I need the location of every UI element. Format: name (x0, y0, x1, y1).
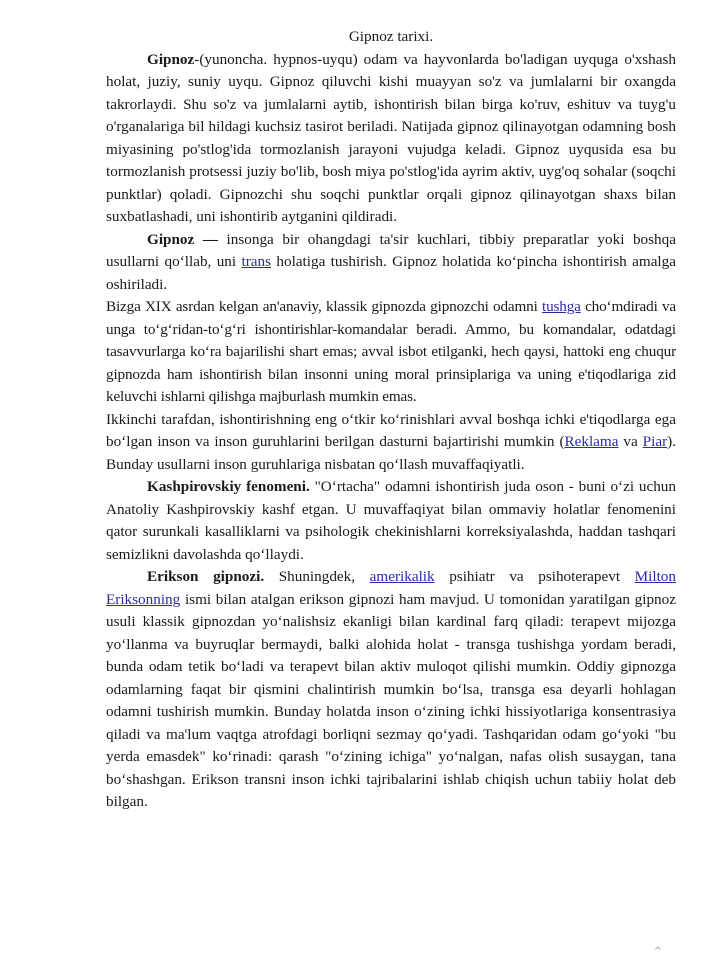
link-piar[interactable]: Piar (642, 433, 668, 450)
link-reklama[interactable]: Reklama (564, 433, 619, 450)
paragraph-text: psihiatr va psihoterapevt (434, 568, 635, 585)
link-milton-erikson[interactable]: Milton Eriksonning (106, 568, 676, 608)
term-gipnoz-dash: Gipnoz — (147, 230, 218, 248)
paragraph-text: holatiga tushirish. Gipnoz holatida ko‘pincha ishontirish amalga oshiriladi. (106, 253, 676, 293)
heading-erikson: Erikson gipnozi. (147, 568, 265, 585)
paragraph-text: cho‘mdiradi va unga to‘g‘ridan-to‘g‘ri ishontirishlar-komandalar beradi. Ammo, bu komandalar, odatdagi tasavvurlarga ko‘ra bajarilishi shart emas; avval isbot etilganki, hech qaysi, hattoki eng chuqur gipnozda ham ishontirish bilan insonni uning moral prinsiplariga va uning e'tiqodlariga zid keluvchi ishlarni qilishga majburlash mumkin emas. (106, 298, 676, 405)
scroll-up-icon[interactable]: ^ (653, 946, 662, 957)
paragraph-text: Shuningdek, (264, 568, 370, 585)
link-amerikalik[interactable]: amerikalik (369, 568, 435, 585)
paragraph-gipnoz-definition (106, 49, 676, 229)
paragraph-kashpirovskiy (106, 476, 676, 566)
term-gipnoz: Gipnoz (147, 50, 195, 68)
paragraph-ishontirish (106, 409, 676, 477)
paragraph-text: -(yunoncha. hypnos-uyqu) odam va hayvonlarda bo'ladigan uyquga o'xshash holat, juziy, suniy uyqu. Gipnoz qiluvchi kishi muayyan so'z va jumlalarni bir oxangda takrorlaydi. Shu so'z va jumlalarni aytib, ishontirish bilan birga ko'ruv, eshituv va tuyg'u o'rganalariga bil hildagi kuchsiz tasirot beriladi. Natijada gipnoz qilinayotgan odamning bosh miyasining po'stlog'ida tormozlanish jarayoni vujudga keladi. Gipnoz uyqusida esa bu tormozlanish protsessi juziy bo'lib, bosh miya po'stlog'ida ayrim aktiv, uyg'oq sohalar (soqchi punktlar) qoladi. Gipnozchi shu soqchi punktlar orqali gipnoz qilinayotgan shaxs bilan suxbatlashadi, uni ishontirib aytganini qildiradi. (106, 50, 676, 225)
paragraph-text: ). Bunday usullarni inson guruhlariga nisbatan qo‘llash muvaffaqiyatli. (106, 433, 676, 473)
document-title: Gipnoz tarixi. (348, 28, 434, 45)
paragraph-text: ismi bilan atalgan erikson gipnozi ham mavjud. U tomonidan yaratilgan gipnoz usuli klassik gipnozdan yo‘nalishsiz ekanligi bilan kardinal farq qiladi: terapevt mijozga yo‘llanma va buyruqlar bermaydi, balki alohida holat - transga tushishga yordam beradi, bunda odam tetik bo‘ladi va terapevt bilan aktiv muloqot qilishi mumkin. Oddiy gipnozga odamlarning faqat bir qismini chalintirish mumkin bo‘lsa, transga esa deyarli hohlagan odamni tushirish mumkin. Bunday holatda inson o‘zining ichki hissiyotlariga konsentrasiya qiladi va ma'lum vaqtga atrofdagi borliqni sezmay qo‘yadi. Tashqaridan odam go‘yoki "bu yerda emasdek" ko‘rinadi: qarash "o‘zining ichiga" yo‘nalgan, nafas olish susaygan, tana bo‘shashgan. Erikson transni inson ichki tajribalarini ishlab chiqish uchun tabiiy holat deb bilgan. (106, 590, 676, 810)
link-trans[interactable]: trans (241, 253, 272, 270)
link-tushga[interactable]: tushga (542, 298, 581, 315)
paragraph-text: insonga bir ohangdagi ta'sir kuchlari, tibbiy preparatlar yoki boshqa usullarni qo‘llab, uni (106, 230, 676, 270)
document-page (106, 0, 676, 814)
heading-kashpirovskiy: Kashpirovskiy fenomeni. (147, 478, 310, 495)
paragraph-erikson (106, 566, 676, 814)
paragraph-gipnoz-trans (106, 229, 676, 297)
paragraph-classic-gipnoz (106, 296, 676, 409)
paragraph-text: Bizga XIX asrdan kelgan an'anaviy, klassik gipnozda gipnozchi odamni (106, 298, 542, 315)
paragraph-text: va (618, 433, 643, 450)
paragraph-text: Ikkinchi tarafdan, ishontirishning eng o‘tkir ko‘rinishlari avval boshqa ichki e'tiqodlarga ega bo‘lgan inson va inson guruhlarini berilgan dasturni bajartirishi mumkin ( (106, 410, 676, 450)
paragraph-text: "O‘rtacha" odamni ishontirish juda oson - buni o‘zi uchun Anatoliy Kashpirovskiy kashf etgan. U muvaffaqiyat bilan ommaviy holatlar fenomenini qator surunkali kasalliklarni va psihologik chekinishlarni korreksiyalashda, haddan tashqari semizlikni davolashda qo‘llaydi. (106, 478, 676, 563)
